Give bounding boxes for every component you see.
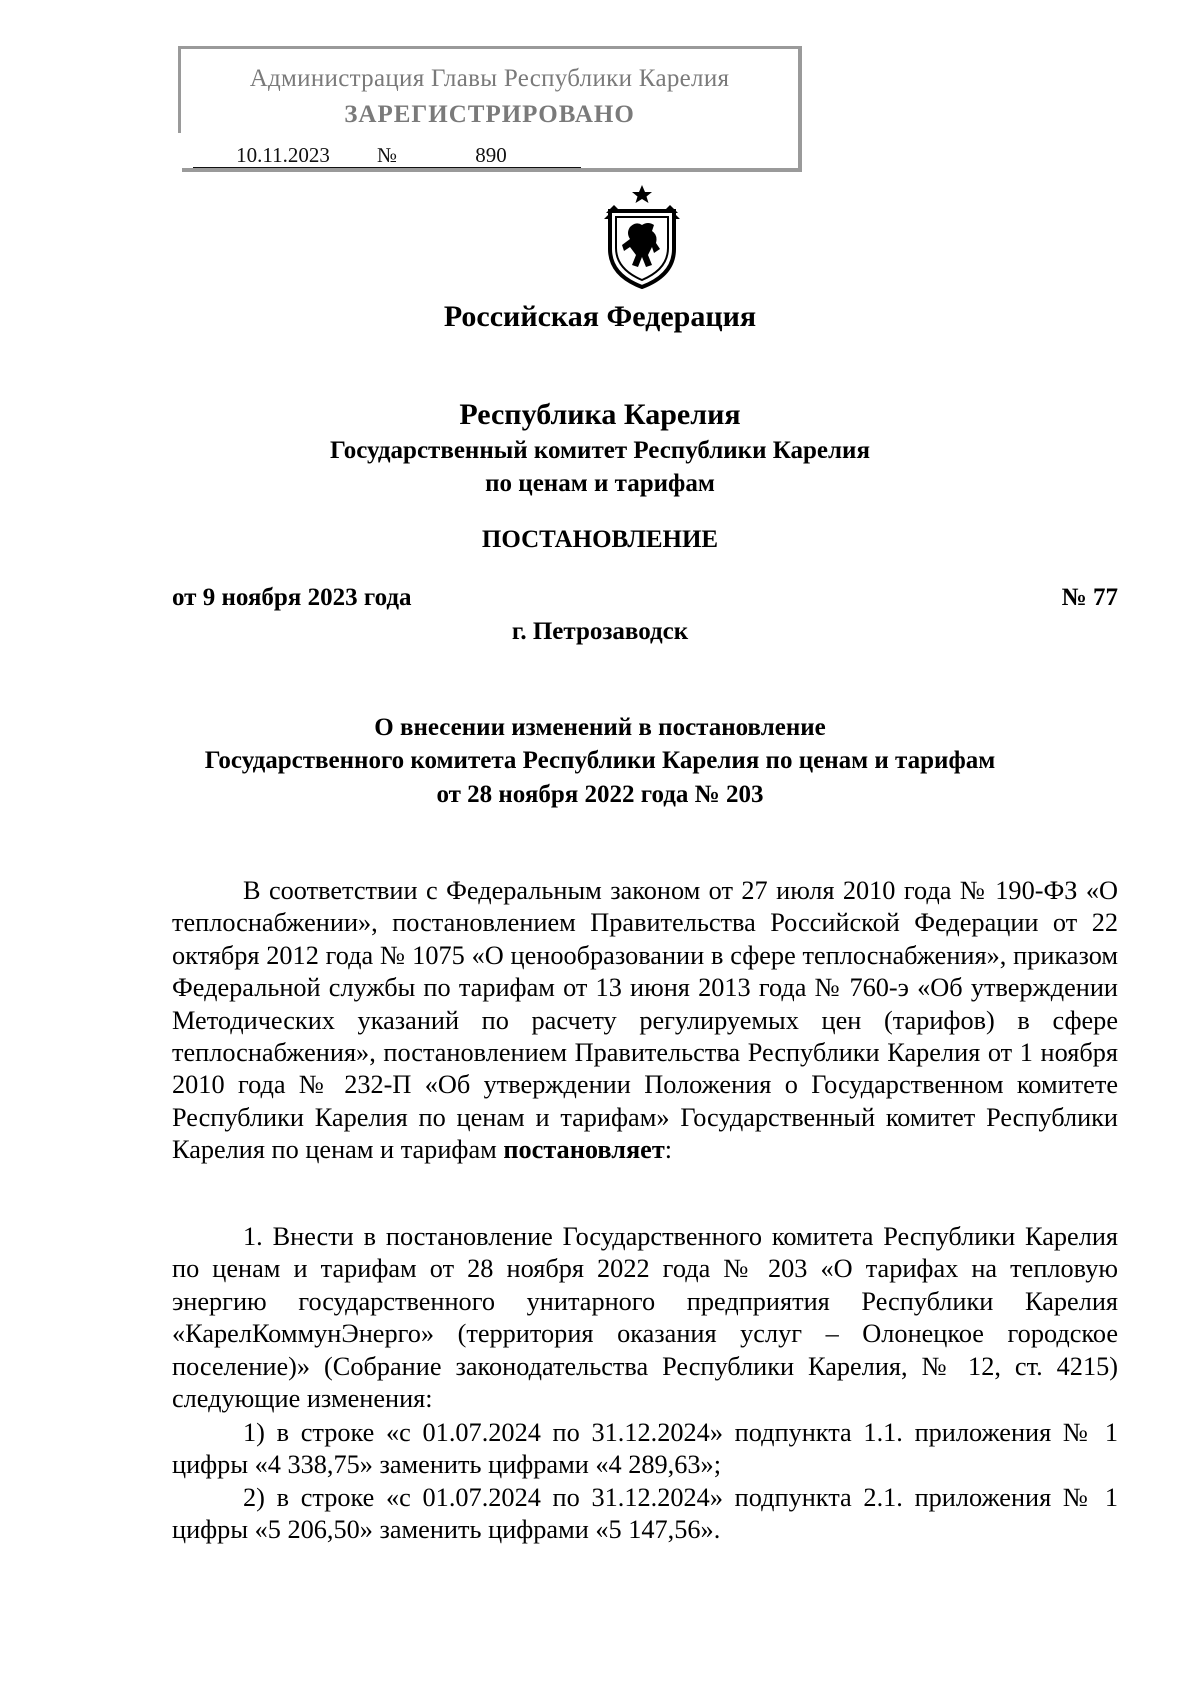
- preamble-decision-word: постановляет: [503, 1135, 665, 1165]
- country-heading: Российская Федерация: [443, 300, 757, 333]
- document-number: № 77: [1061, 584, 1118, 611]
- item-1-paragraph: 1. Внести в постановление Государственного комитета Республики Карелия по ценам и тарифам от 28 ноября 2022 года № 203 «О тарифах на тепловую энергию государственного унитарного предприятия Республики Карелия «КарелКоммунЭнерго» (территория оказания услуг – Олонецкое городское поселение)» (Собрание законодательства Республики Карелия, № 12, ст. 4215) следующие изменения:: [172, 1222, 1118, 1414]
- stamp-authority: Администрация Главы Республики Карелия: [249, 65, 730, 92]
- committee-heading-line2: по ценам и тарифам: [485, 470, 715, 497]
- document-title-line1: О внесении изменений в постановление: [374, 714, 826, 741]
- date-number-row: [172, 584, 1118, 612]
- document-date: от 9 ноября 2023 года: [172, 584, 412, 611]
- republic-heading: Республика Карелия: [459, 398, 741, 431]
- subitem-2-paragraph: 2) в строке «с 01.07.2024 по 31.12.2024» подпункта 2.1. приложения № 1 цифры «5 206,50» заменить цифрами «5 147,56».: [172, 1483, 1118, 1545]
- karelia-coat-of-arms-icon: [596, 183, 688, 289]
- stamp-number: 890: [401, 143, 581, 168]
- stamp-date: 10.11.2023: [193, 143, 373, 168]
- subitem-1-paragraph: 1) в строке «с 01.07.2024 по 31.12.2024» подпункта 1.1. приложения № 1 цифры «4 338,75» заменить цифрами «4 289,63»;: [172, 1418, 1118, 1480]
- registration-stamp: [178, 46, 802, 172]
- preamble-end: :: [664, 1135, 673, 1165]
- preamble-paragraph: [172, 875, 1118, 1167]
- document-type: ПОСТАНОВЛЕНИЕ: [481, 526, 719, 553]
- stamp-registration-line: [193, 143, 581, 168]
- preamble-text: В соответствии с Федеральным законом от 27 июля 2010 года № 190-ФЗ «О теплоснабжении», постановлением Правительства Российской Федерации от 22 октября 2012 года № 1075 «О ценообразовании в сфере теплоснабжения», приказом Федеральной службы по тарифам от 13 июня 2013 года № 760-э «Об утверждении Методических указаний по расчету регулируемых цен (тарифов) в сфере теплоснабжения», постановлением Правительства Республики Карелия от 1 ноября 2010 года № 232-П «Об утверждении Положения о Государственном комитете Республики Карелия по ценам и тарифам» Государственный комитет Республики Карелия по ценам и тарифам: [172, 876, 1118, 1165]
- document-title-line2: Государственного комитета Республики Карелия по ценам и тарифам: [204, 747, 996, 774]
- document-city: г. Петрозаводск: [511, 618, 689, 645]
- stamp-number-sign: №: [373, 143, 401, 168]
- stamp-registered: ЗАРЕГИСТРИРОВАНО: [344, 101, 635, 128]
- document-title-line3: от 28 ноября 2022 года № 203: [436, 781, 764, 808]
- committee-heading-line1: Государственный комитет Республики Карелия: [330, 437, 870, 464]
